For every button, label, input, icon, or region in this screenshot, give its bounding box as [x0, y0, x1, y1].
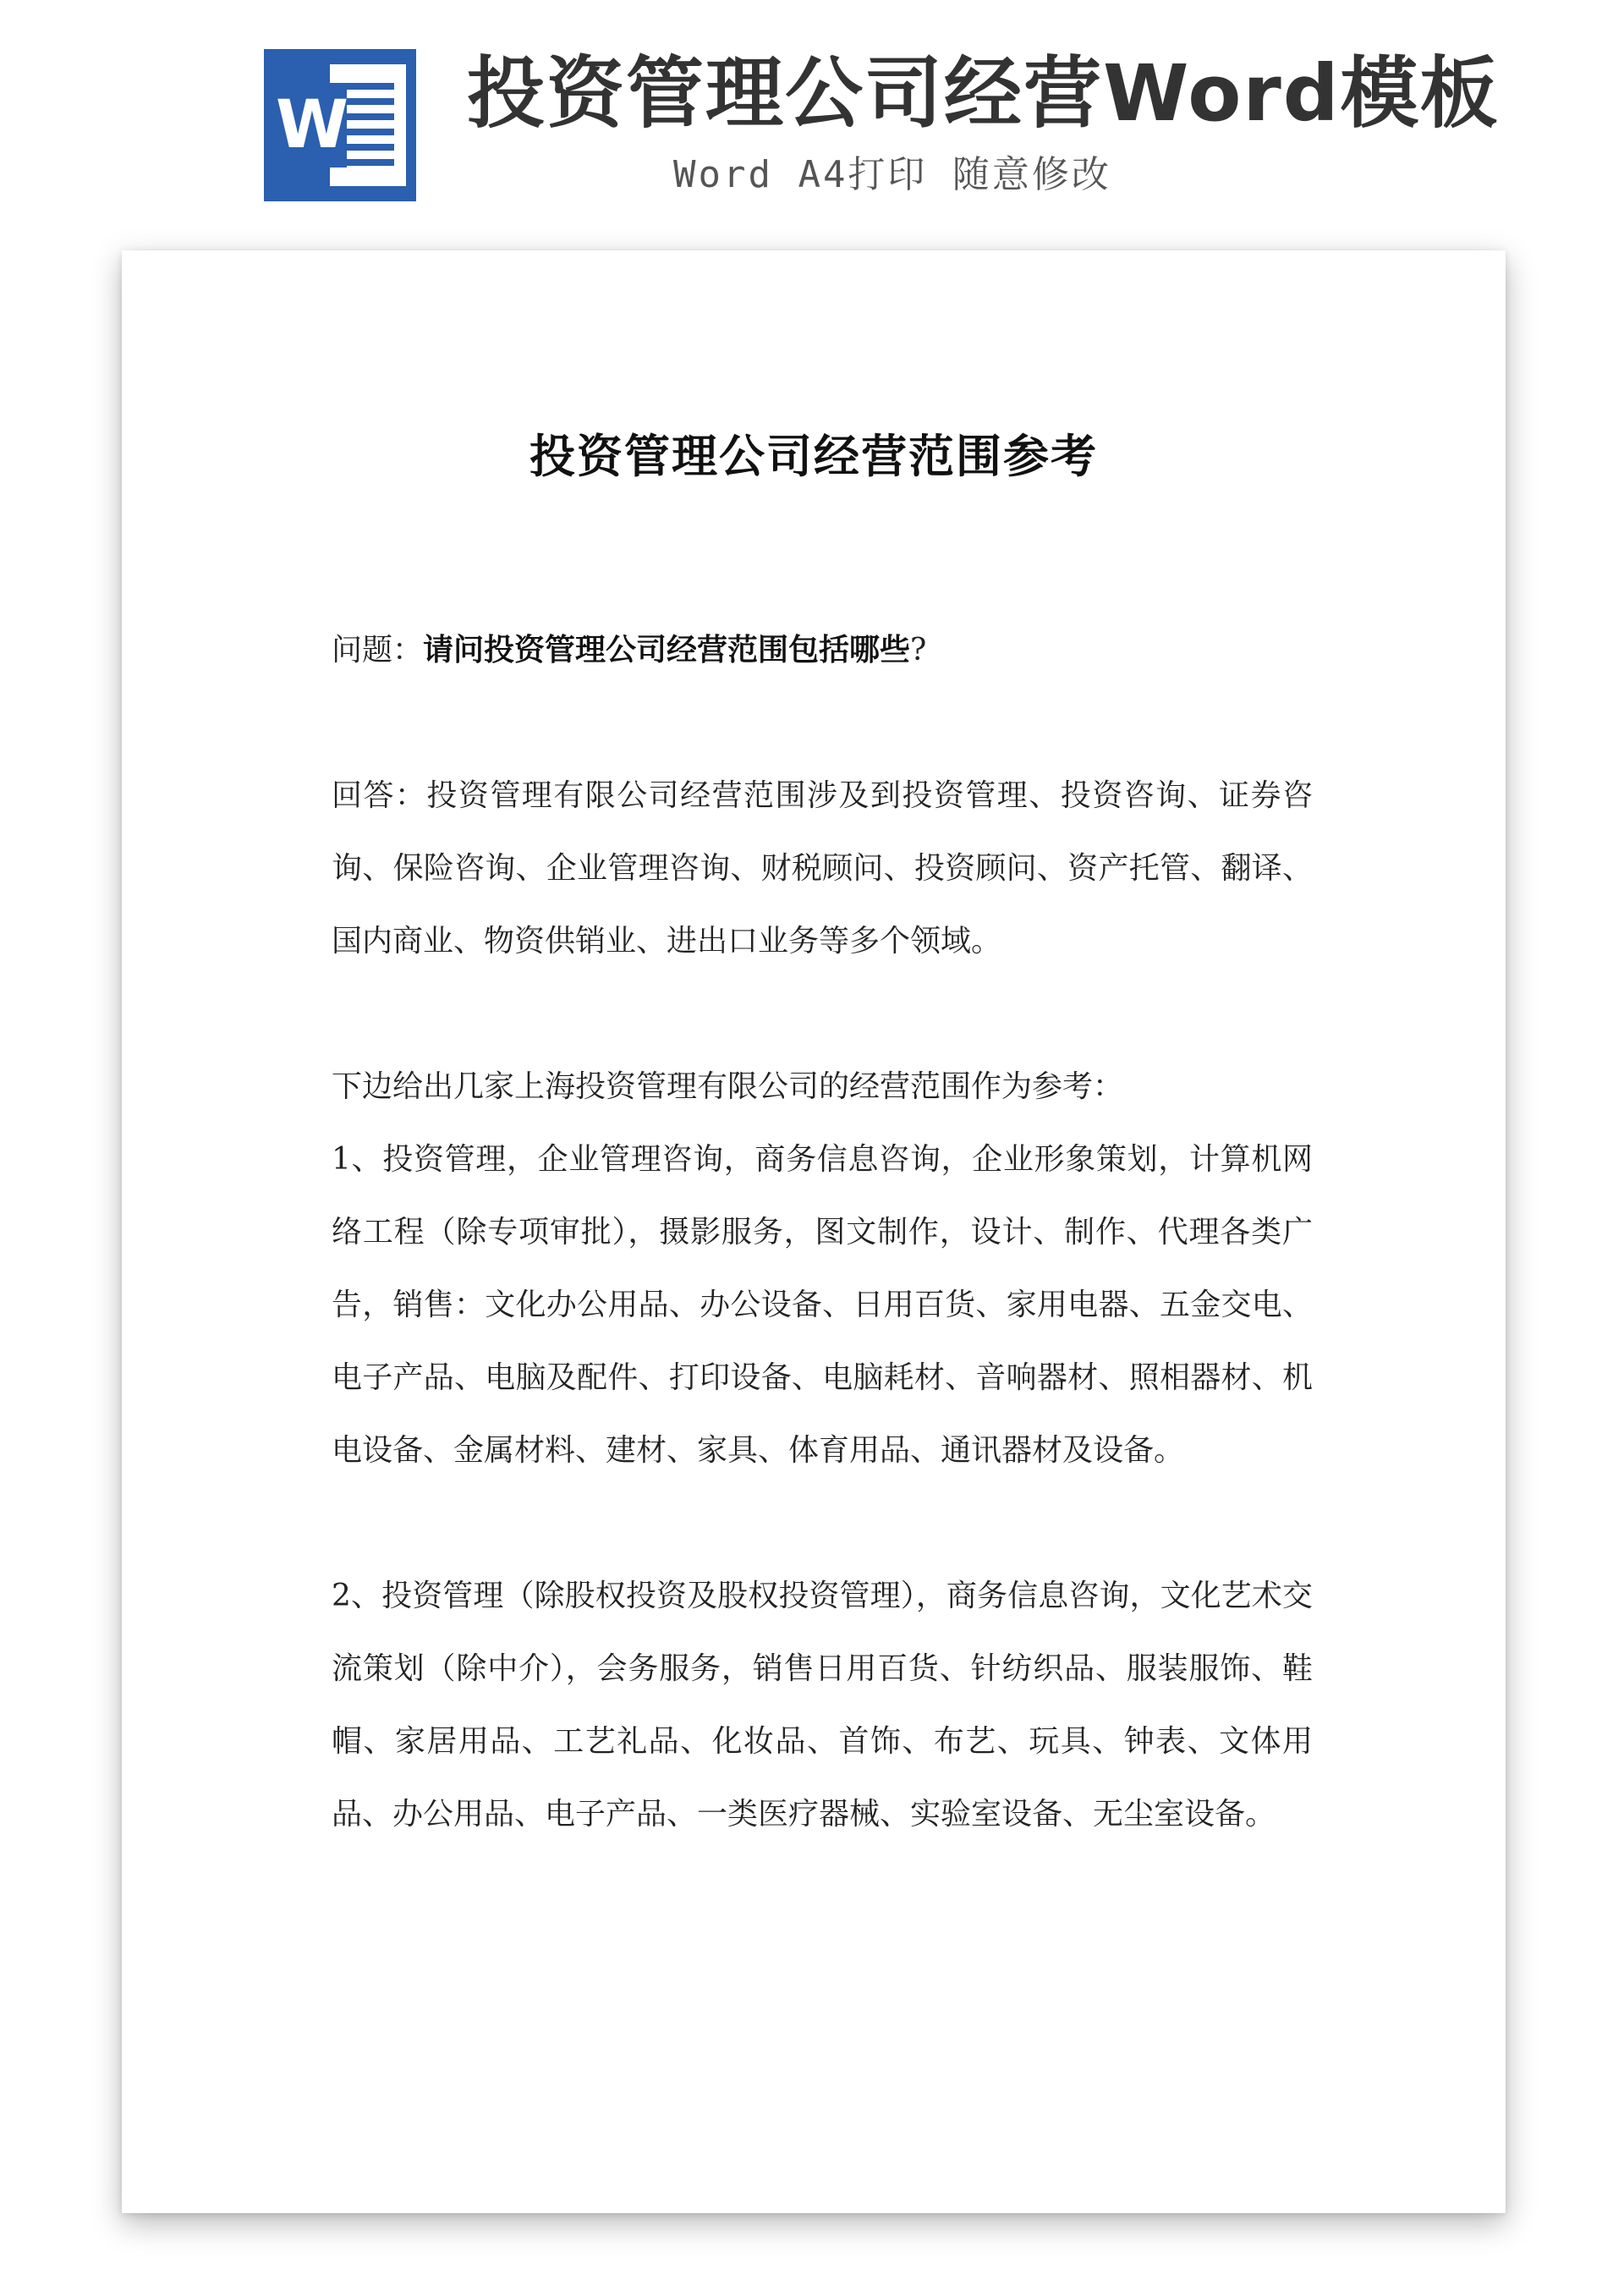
item-2-paragraph: 2、投资管理（除股权投资及股权投资管理），商务信息咨询，文化艺术交流策划（除中介），会务服务，销售日用百货、针纺织品、服装服饰、鞋帽、家居用品、工艺礼品、化妆品、首饰、布艺、玩具、钟表、文体用品、办公用品、电子产品、一类医疗器械、实验室设备、无尘室设备。 — [332, 1579, 1313, 1832]
word-icon-letter: W — [276, 83, 347, 168]
question-text: 请问投资管理公司经营范围包括哪些 — [423, 633, 911, 667]
question-mark: ? — [910, 633, 927, 667]
header-title: 投资管理公司经营Word模板 — [467, 48, 1500, 139]
word-document-icon — [264, 49, 416, 201]
intro-paragraph: 下边给出几家上海投资管理有限公司的经营范围作为参考： — [332, 1069, 1124, 1104]
header-subtitle: Word A4打印 随意修改 — [673, 153, 1111, 196]
document-body — [332, 614, 1313, 1851]
question-label: 问题： — [332, 633, 424, 667]
item-1-paragraph: 1、投资管理，企业管理咨询，商务信息咨询，企业形象策划，计算机网络工程（除专项审批），摄影服务，图文制作，设计、制作、代理各类广告，销售：文化办公用品、办公设备、日用百货、家用电器、五金交电、电子产品、电脑及配件、打印设备、电脑耗材、音响器材、照相器材、机电设备、金属材料、建材、家具、体育用品、通讯器材及设备。 — [332, 1142, 1313, 1468]
template-header — [0, 0, 1624, 220]
answer-paragraph: 回答：投资管理有限公司经营范围涉及到投资管理、投资咨询、证券咨询、保险咨询、企业管理咨询、财税顾问、投资顾问、资产托管、翻译、国内商业、物资供销业、进出口业务等多个领域。 — [332, 778, 1313, 958]
document-title: 投资管理公司经营范围参考 — [529, 430, 1098, 483]
question-paragraph — [332, 614, 1313, 687]
document-page — [122, 250, 1506, 2213]
